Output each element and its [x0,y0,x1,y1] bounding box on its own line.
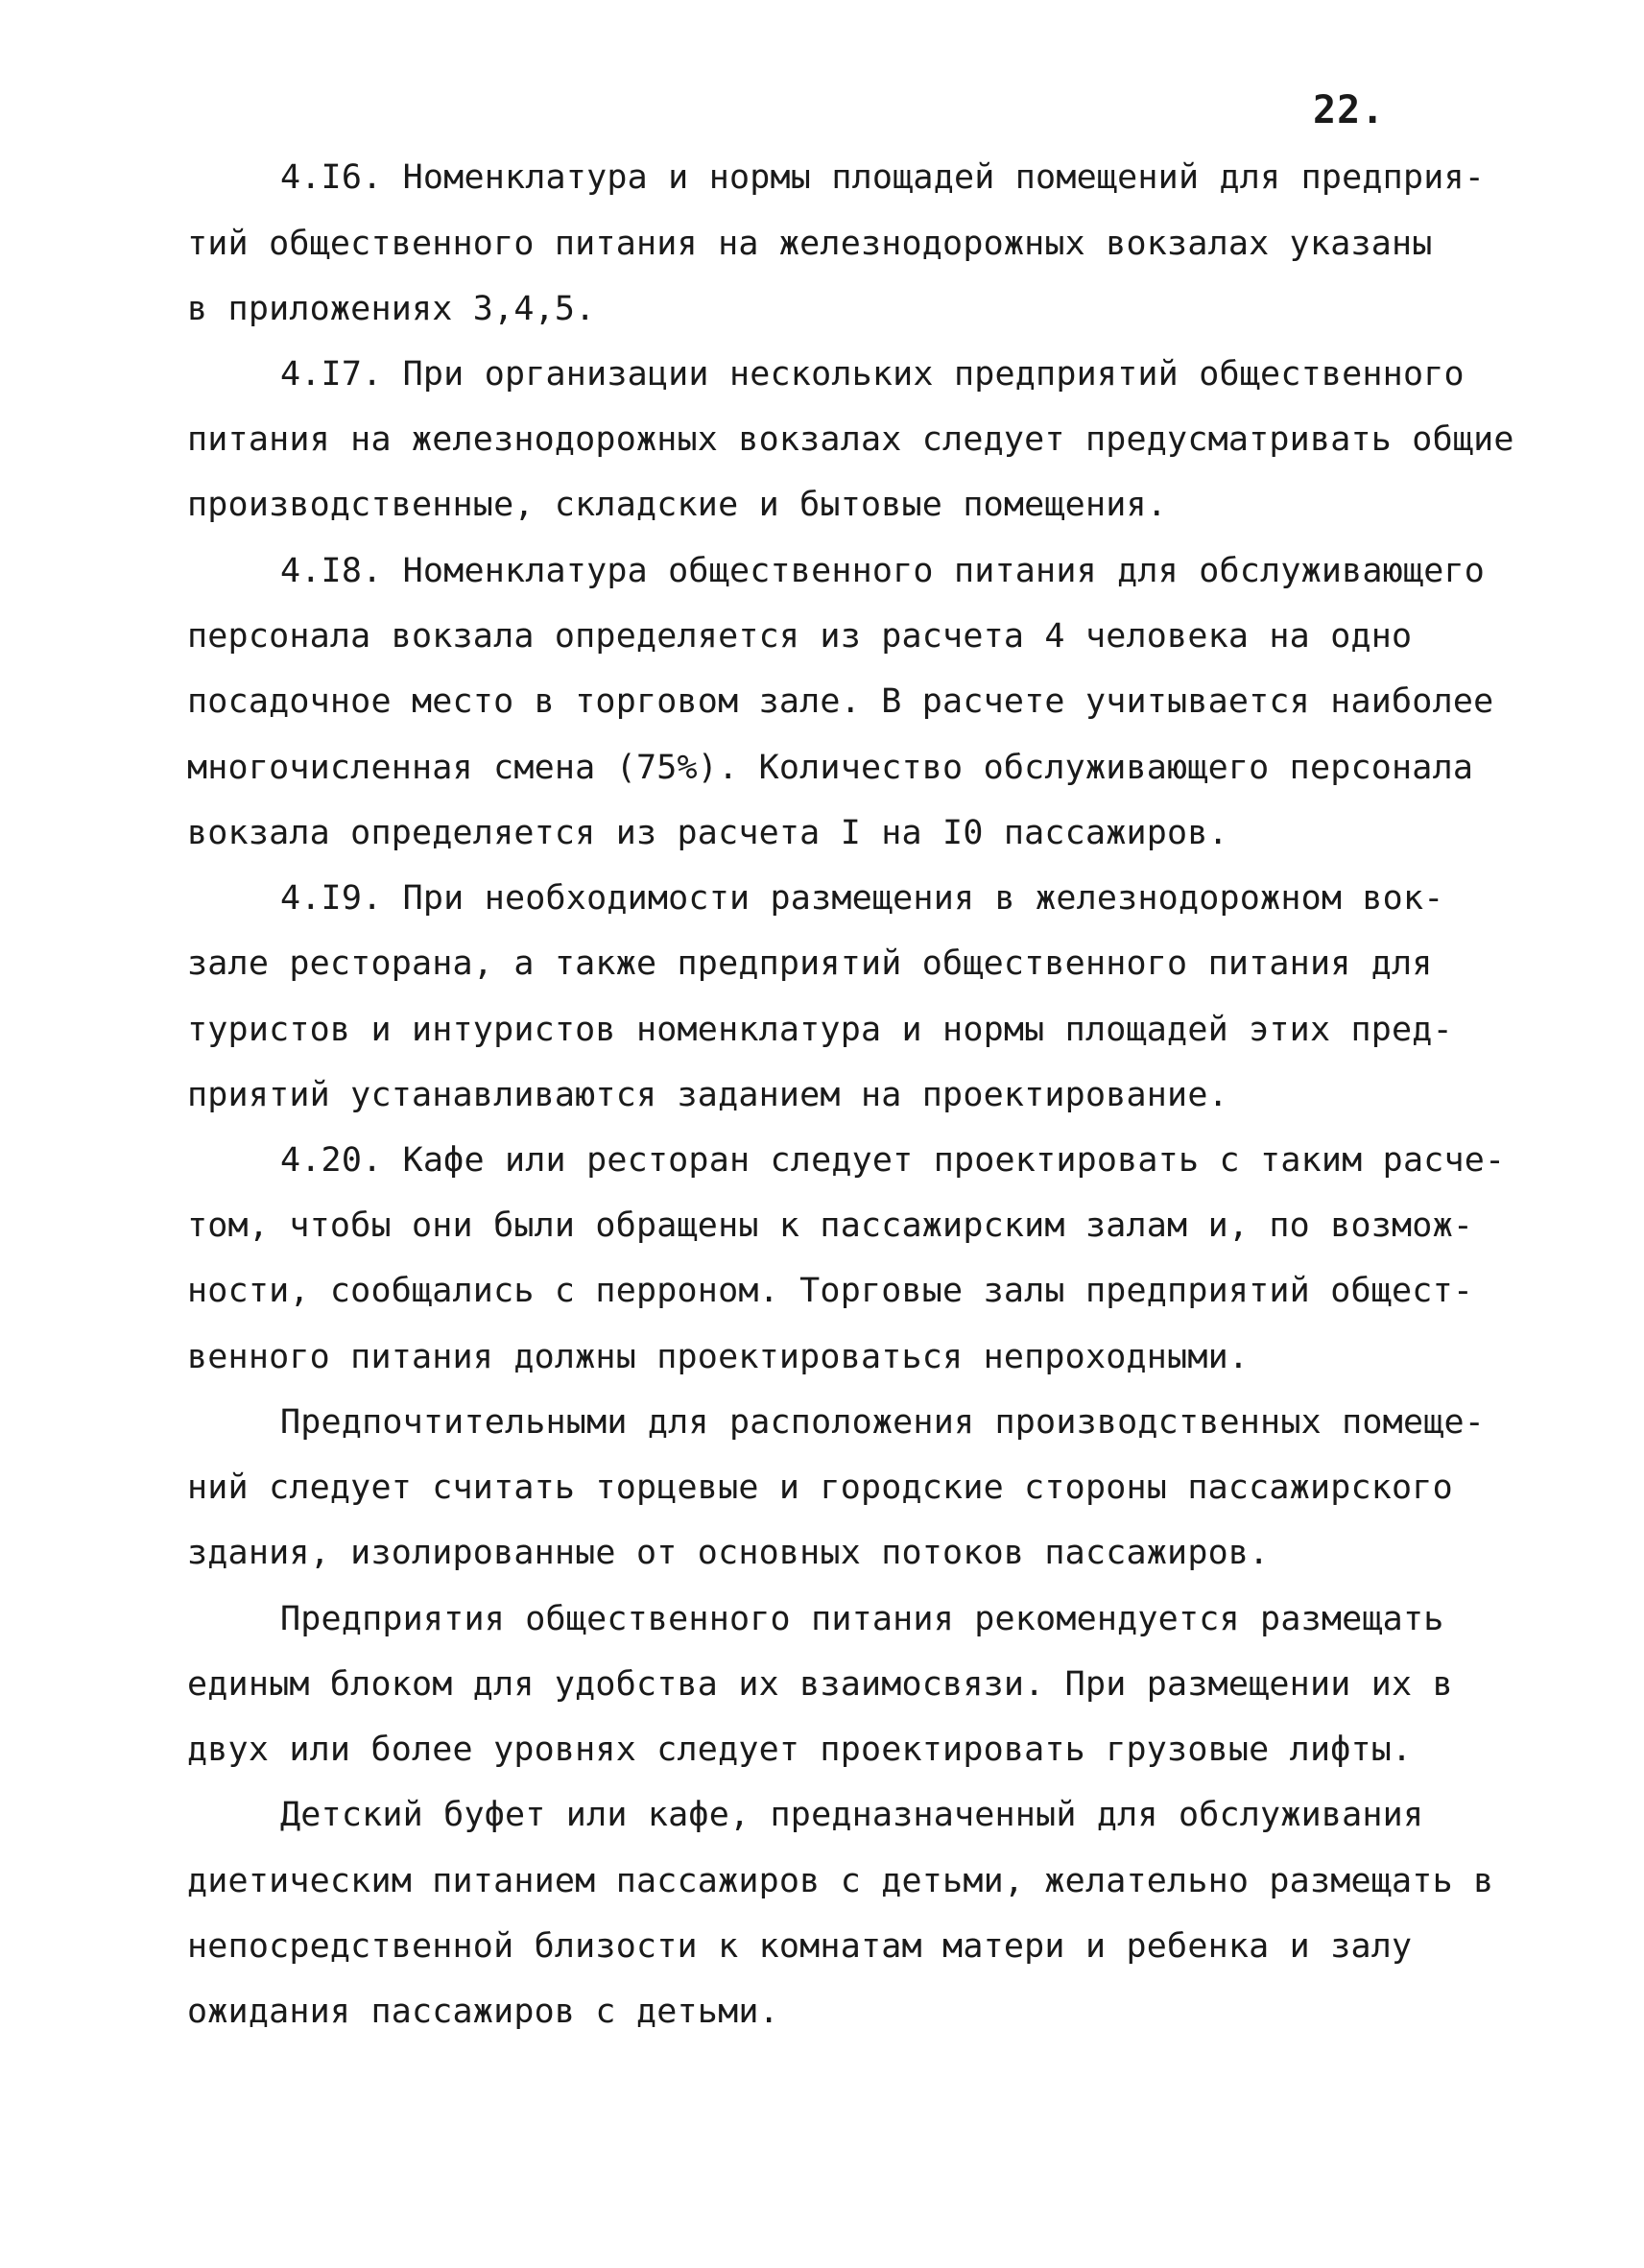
text-line: том, чтобы они были обращены к пассажирским залам и, по возмож- [187,1206,1474,1245]
text-line: ности, сообщались с перроном. Торговые залы предприятий общест- [187,1272,1474,1310]
text-line: венного питания должны проектироваться непроходными. [187,1338,1250,1376]
text-line: Предприятия общественного питания рекомендуется размещать [280,1600,1444,1638]
text-line: зале ресторана, а также предприятий общественного питания для [187,944,1433,983]
text-line: туристов и интуристов номенклатура и нормы площадей этих пред- [187,1011,1453,1049]
text-line: единым блоком для удобства их взаимосвязи. При размещении их в [187,1665,1453,1704]
text-line: в приложениях 3,4,5. [187,290,596,328]
text-line: Детский буфет или кафе, предназначенный для обслуживания [280,1796,1424,1834]
text-line: непосредственной близости к комнатам матери и ребенка и залу [187,1927,1413,1966]
text-line: питания на железнодорожных вокзалах следует предусматривать общие [187,420,1514,459]
text-line: двух или более уровнях следует проектировать грузовые лифты. [187,1731,1413,1769]
text-line: Предпочтительными для расположения производственных помеще- [280,1403,1486,1442]
text-line: многочисленная смена (75%). Количество обслуживающего персонала [187,749,1474,787]
text-line: 4.I8. Номенклатура общественного питания для обслуживающего [280,552,1486,590]
text-line: 4.I6. Номенклатура и нормы площадей помещений для предприя- [280,158,1486,197]
text-line: 4.20. Кафе или ресторан следует проектировать с таким расче- [280,1141,1506,1180]
text-line: 4.I9. При необходимости размещения в железнодорожном вок- [280,879,1444,918]
text-line: ожидания пассажиров с детьми. [187,1993,779,2031]
text-line: производственные, складские и бытовые помещения. [187,486,1168,524]
text-line: 4.I7. При организации нескольких предприятий общественного [280,355,1465,394]
text-line: приятий устанавливаются заданием на проектирование. [187,1076,1228,1114]
text-line: ний следует считать торцевые и городские стороны пассажирского [187,1468,1453,1507]
text-line: здания, изолированные от основных потоков пассажиров. [187,1534,1270,1572]
text-line: посадочное место в торговом зале. В расчете учитывается наиболее [187,682,1494,721]
page-number: 22. [1313,88,1386,132]
text-line: персонала вокзала определяется из расчета 4 человека на одно [187,617,1413,656]
text-line: вокзала определяется из расчета I на I0 пассажиров. [187,814,1228,852]
text-line: диетическим питанием пассажиров с детьми, желательно размещать в [187,1862,1494,1900]
text-line: тий общественного питания на железнодорожных вокзалах указаны [187,225,1433,263]
